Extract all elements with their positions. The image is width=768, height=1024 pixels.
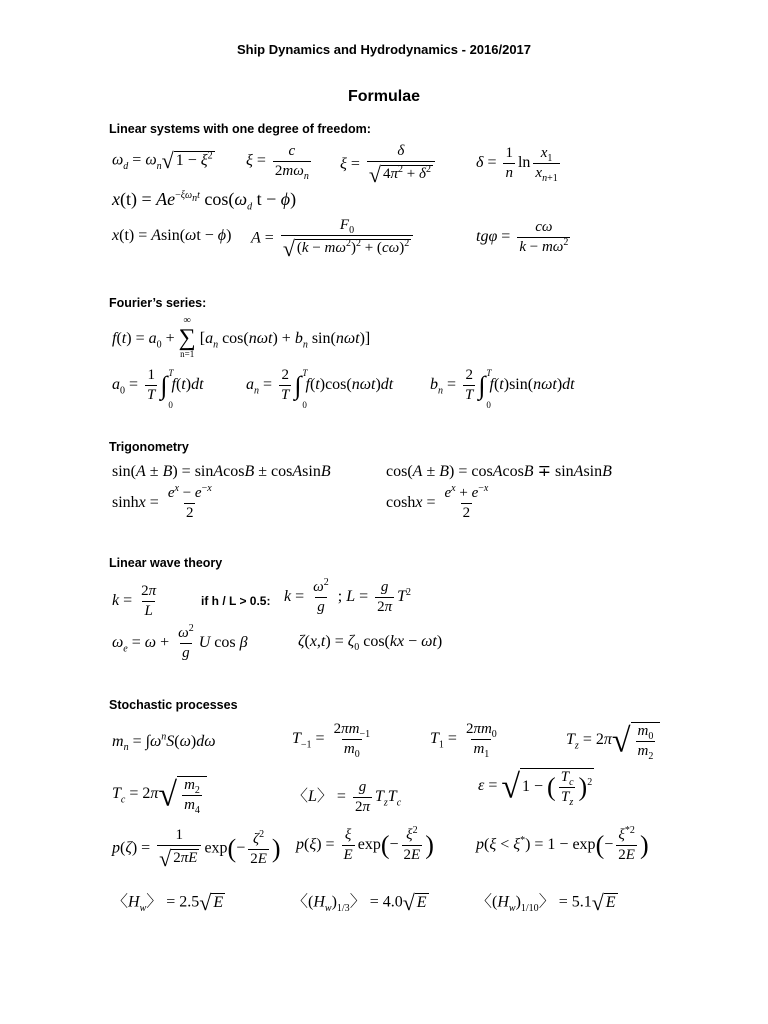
formula-spectral-moment: $m_n = \int\omega^nS(\omega)d\omega$ <box>112 731 216 754</box>
formula-sin-sum: sin(A ± B) = sinAcosB ± cosAsinB <box>112 463 331 480</box>
deep-water-condition: if h / L > 0.5: <box>201 594 271 608</box>
section-heading-trigonometry: Trigonometry <box>109 440 189 454</box>
formula-fourier-series: $f(t) = a_0$ + ∞ ∑ n=1 [$a_n$ $\cos(n\omega t) + b_n$ sin(nωt)] <box>112 315 371 359</box>
summation-sign: ∑ <box>178 325 196 351</box>
section-heading-fourier: Fourier’s series: <box>109 296 207 310</box>
formula-period-t1: $T_1$ = $\frac{2\pi m_0}{m_1}$ <box>430 721 497 760</box>
formula-period-t-minus-1: $T_{-1}$ = $\frac{2\pi m_{-1}}{m_0}$ <box>292 721 371 760</box>
formula-forced-response: x(t) = Asin(ωt − ϕ) <box>112 227 232 244</box>
formula-log-decrement: δ = $\frac{1}{n}$ ln $\frac{x_1}{x_{n+1}}$ <box>476 145 558 184</box>
formula-cos-sum: cos(A ± B) = cosAcosB ∓ sinAsinB <box>386 463 612 480</box>
formula-mean-wavelength: 〈L〉 = $\frac{g}{2\pi}$ $T_zT_c$ <box>292 779 402 815</box>
formula-exceedance-probability: p(ξ < ξ*) = 1 − exp(− $\frac{\xi^{*2}}{2E}$ ) <box>476 825 649 863</box>
formula-period-tz: $T_z = 2\pi√$ $\frac{m_0}{m_2}$ <box>566 722 660 759</box>
formula-one-tenth-wave-height: 〈$(H_w)_{1/10}$〉 = 5.1√ E <box>476 890 616 915</box>
formula-encounter-frequency: $\omega_e = \omega$ + $\frac{\omega^2}{g}$ U cos β <box>112 623 248 661</box>
section-heading-wave-theory: Linear wave theory <box>109 556 223 570</box>
summation-lower-limit: n=1 <box>180 349 195 359</box>
formula-wave-number: k = $\frac{2\pi}{L}$ <box>112 583 157 619</box>
formula-forced-amplitude: A = $\frac{F_0}{√ (k - m\omega^2)^2 + (c\omega)^2}$ <box>251 218 416 260</box>
formula-gaussian-pdf: p(ζ) = $\frac{1}{√ 2\pi E}$ exp(− $\frac{\zeta^2}{2E}$ ) <box>112 827 281 871</box>
formula-damping-ratio-decrement: ξ = $\frac{\delta}{√ 4\pi^2 + \delta^2}$ <box>340 144 438 186</box>
formula-wave-elevation: $\zeta(x,t) = \zeta_0$ cos(kx − ωt) <box>298 633 443 654</box>
formula-significant-wave-height: 〈$(H_w)_{1/3}$〉 = 4.0√ E <box>292 890 427 915</box>
formula-period-tc: $T_c = 2\pi√$ $\frac{m_2}{m_4}$ <box>112 776 207 813</box>
formula-spectral-bandwidth: ε = √ 1 − ( $\frac{T_c}{T_z}$ )$^2$ <box>478 768 593 808</box>
formula-mean-wave-height: 〈$H_w$〉 = 2.5√ E <box>112 890 224 915</box>
page-title: Formulae <box>347 88 420 105</box>
formula-damping-ratio: ξ = $\frac{c}{2m\omega_n}$ <box>246 143 309 182</box>
section-heading-linear-systems: Linear systems with one degree of freedom: <box>109 122 371 136</box>
formula-deep-water-dispersion: k = $\frac{\omega^2}{g}$ ; L = $\frac{g}{2\pi}$ $T^2$ <box>284 577 412 615</box>
course-title: Ship Dynamics and Hydrodynamics - 2016/2017 <box>236 42 532 57</box>
formula-free-damped-response: $x(t) = Ae^{-\xi\omega_nt}$ $\cos(\omega_d$ t − ϕ) <box>112 189 297 213</box>
formula-rayleigh-pdf: p(ξ) = $\frac{\xi}{E}$ exp(− $\frac{\xi^2}{2E}$ ) <box>296 825 434 863</box>
formula-fourier-an: $a_n$ = $\frac{2}{T}$ ∫ T 0 f(t)cos(nωt)dt <box>246 367 394 410</box>
formula-cosh: coshx = $\frac{e^x + e^{-x}}{2}$ <box>386 483 489 521</box>
formula-damped-frequency: $\omega_d = \omega_n√$ $1 - \xi^2$ <box>112 148 213 173</box>
formula-fourier-a0: $a_0$ = $\frac{1}{T}$ ∫ T 0 f(t)dt <box>112 367 204 410</box>
section-heading-stochastic: Stochastic processes <box>109 698 238 712</box>
formula-sinh: sinhx = $\frac{e^x - e^{-x}}{2}$ <box>112 483 212 521</box>
formula-fourier-bn: $b_n$ = $\frac{2}{T}$ ∫ T 0 f(t)sin(nωt)dt <box>430 367 575 410</box>
summation-upper-limit: ∞ <box>183 315 191 326</box>
formula-phase-angle: tgφ = $\frac{c\omega}{k - m\omega^2}$ <box>476 219 569 255</box>
